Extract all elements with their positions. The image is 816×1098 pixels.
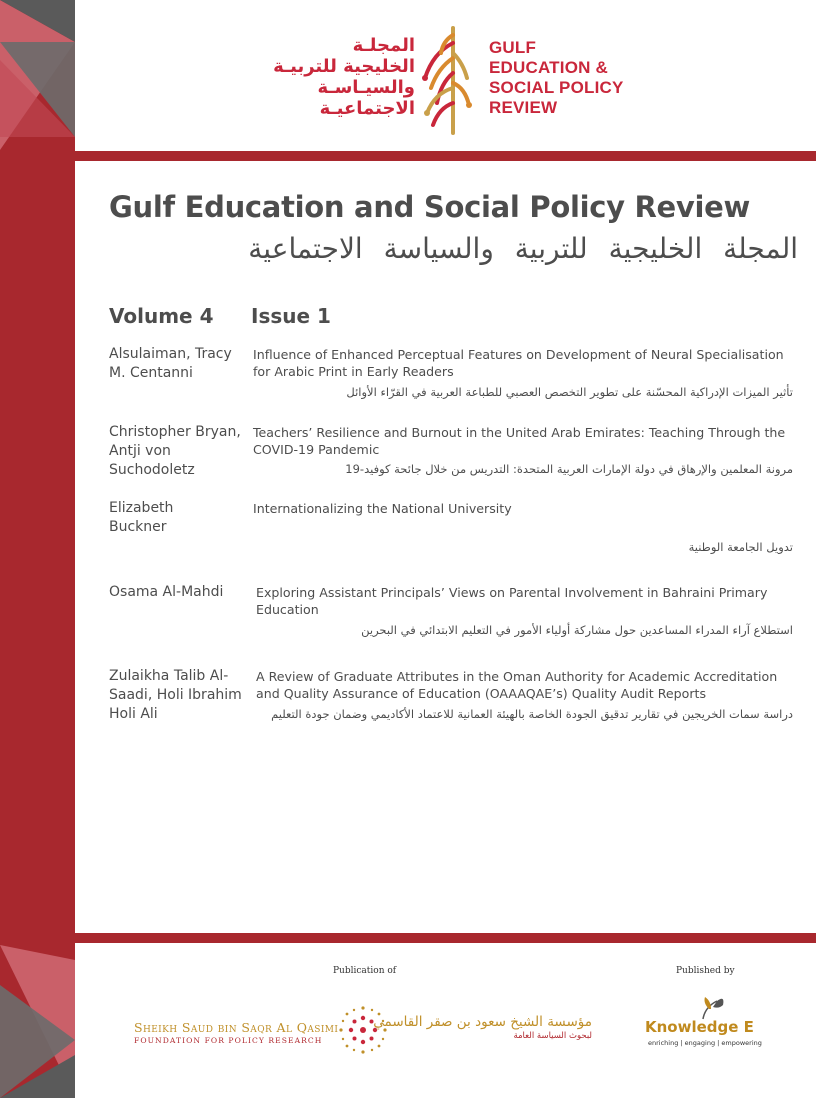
issue-label: Issue 1	[251, 304, 331, 328]
logo-ar-line-3: والسيـاسـة	[317, 77, 415, 98]
logo-ar-line-2: الخليجية للتربيـة	[273, 56, 415, 77]
article-title-arabic: مرونة المعلمين والإرهاق في دولة الإمارات العربية المتحدة: التدريس من خلال جائحة كوفيد-19	[345, 462, 793, 476]
article-authors: Elizabeth Buckner	[109, 500, 174, 535]
logo-en-line-2: EDUCATION &	[489, 58, 608, 77]
foundation-arabic-name	[373, 1014, 592, 1041]
journal-title-english: Gulf Education and Social Policy Review	[109, 190, 751, 224]
logo-en-line-3: SOCIAL POLICY	[489, 78, 624, 97]
article-title: Teachers’ Resilience and Burnout in the United Arab Emirates: Teaching Through the COVID-19 Pandemic	[253, 425, 786, 457]
volume-label: Volume 4	[109, 304, 214, 328]
logo-ar-line-4: الاجتماعيـة	[319, 98, 415, 119]
foundation-english-name	[134, 1020, 338, 1045]
top-divider-bar	[75, 151, 816, 161]
foundation-sun-mark-icon	[336, 1004, 390, 1056]
article-authors: Zulaikha Talib Al-Saadi, Holi Ibrahim Holi Ali	[109, 668, 242, 722]
article-authors: Osama Al-Mahdi	[109, 584, 224, 600]
left-decorative-strip	[0, 0, 75, 1098]
logo-arabic-text	[250, 35, 415, 119]
article-title: Influence of Enhanced Perceptual Features on Development of Neural Specialisation for Arabic Print in Early Readers	[253, 347, 784, 379]
logo-en-line-4: REVIEW	[489, 98, 558, 117]
foundation-en-line-2: FOUNDATION FOR POLICY RESEARCH	[134, 1036, 323, 1045]
article-title-arabic: تدويل الجامعة الوطنية	[688, 540, 793, 554]
article-title: Exploring Assistant Principals’ Views on Parental Involvement in Bahraini Primary Education	[256, 585, 768, 617]
article-title-arabic: دراسة سمات الخريجين في تقارير تدقيق الجودة الخاصة بالهيئة العمانية للاعتماد الأكاديمي وضمان جودة التعليم	[271, 707, 793, 721]
article-title: A Review of Graduate Attributes in the Oman Authority for Academic Accreditation and Quality Assurance of Education (OAAAQAE’s) Quality Audit Reports	[256, 669, 778, 701]
logo-en-line-1: GULF	[489, 38, 537, 57]
logo-english-text	[489, 38, 624, 118]
article-authors: Alsulaiman, Tracy M. Centanni	[109, 346, 232, 381]
foundation-ar-line-1: مؤسسة الشيخ سعود بن صقر القاسمي	[373, 1014, 592, 1030]
article-authors: Christopher Bryan, Antji von Suchodoletz	[109, 424, 241, 478]
foundation-ar-line-2: لبحوث السياسة العامة	[513, 1031, 592, 1041]
article-title: Internationalizing the National University	[253, 501, 512, 516]
logo-ar-line-1: المجلـة	[352, 35, 415, 56]
journal-logo-mark-icon	[413, 23, 481, 138]
publisher-name: Knowledge E	[645, 1018, 754, 1036]
publication-of-label: Publication of	[333, 966, 397, 976]
journal-title-arabic: المجلة الخليجية للتربية والسياسة الاجتماعية	[248, 232, 798, 265]
publisher-tagline: enriching | engaging | empowering	[648, 1039, 762, 1047]
article-title-arabic: تأثير الميزات الإدراكية المحسّنة على تطوير التخصص العصبي للطباعة العربية في القرّاء الأوائل	[346, 385, 793, 399]
article-title-arabic: استطلاع آراء المدراء المساعدين حول مشاركة أولياء الأمور في التعليم الابتدائي في البحرين	[361, 623, 793, 637]
bottom-divider-bar	[75, 933, 816, 943]
strip-triangles	[0, 0, 75, 1098]
published-by-label: Published by	[676, 966, 735, 976]
foundation-en-line-1: Sheikh Saud bin Saqr Al Qasimi	[134, 1020, 339, 1035]
